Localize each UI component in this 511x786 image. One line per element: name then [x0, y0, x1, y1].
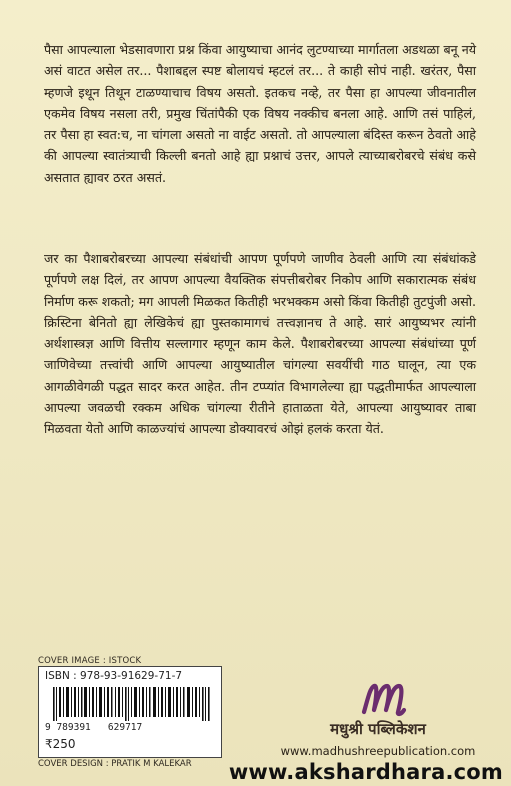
site-watermark: www.akshardhara.com — [228, 760, 503, 784]
isbn-barcode-box — [38, 666, 222, 758]
publisher-name: मधुश्री पब्लिकेशन — [330, 720, 426, 738]
publisher-logo-icon — [360, 678, 408, 718]
barcode-icon — [53, 687, 213, 721]
cover-design-credit: COVER DESIGN : PRATIK M KALEKAR — [38, 759, 192, 769]
cover-image-credit: COVER IMAGE : ISTOCK — [38, 656, 142, 666]
blurb-paragraph-2 — [44, 248, 476, 440]
blurb-text-2: जर का पैशाबरोबरच्या आपल्या संबंधांची आपण पूर्णपणे जाणीव ठेवली आणि त्या संबंधांकडे पूर्णपणे लक्ष दिलं, तर आपण आपल्या वैयक्तिक संपत्तीबरोबर निकोप आणि सकारात्मक संबंध निर्माण करू शकतो; मग आपली मिळकत कितीही भरभक्कम असो किंवा कितीही तुटपुंजी असो. क्रिस्टिना बेनितो ह्या लेखिकेचं ह्या पुस्तकामागचं तत्त्वज्ञानच ते आहे. सारं आयुष्यभर त्यांनी अर्थशास्त्रज्ञ आणि वित्तीय सल्लागार म्हणून काम केले. पैशाबरोबरच्या आपल्या संबंधांच्या पूर्ण जाणिवेच्या तत्त्वांची आणि आपल्या आयुष्यातील चांगल्या सवयींची गाठ घालून, त्या एक आगळीवेगळी पद्धत सादर करत आहेत. तीन टप्प्यांत विभागलेल्या ह्या पद्धतीमार्फत आपल्याला आपल्या जवळची रक्कम अधिक चांगल्या रीतीने हाताळता येते, आपल्या आयुष्यावर ताबा मिळवता येतो आणि काळज्यांचं आपल्या डोक्यावरचं ओझं हलकं करता येतं. — [44, 251, 476, 437]
publisher-website-link[interactable]: www.madhushreepublication.com — [280, 744, 476, 758]
blurb-text-1: पैसा आपल्याला भेडसावणारा प्रश्न किंवा आयुष्याचा आनंद लुटण्याच्या मार्गातला अडथळा बनू नये असं वाटत असेल तर... पैशाबद्दल स्पष्ट बोलायचं म्हटलं तर... ते काही सोपं नाही. खरंतर, पैसा म्हणजे इथून तिथून टाळण्याचाच विषय असतो. इतकच नव्हे, तर पैसा हा आपल्या जीवनातील एकमेव विषय नसला तरी, प्रमुख चिंतांपैकी एक विषय नक्कीच बनला आहे. आणि तसं पाहिलं, तर पैसा हा स्वत:च, ना चांगला असतो ना वाईट असतो. तो आपल्याला बंदिस्त करून ठेवतो आहे की आपल्या स्वातंत्र्याची किल्ली बनतो आहे ह्या प्रश्नाचं उत्तर, आपले त्याच्याबरोबरचे संबंध कसे असतात ह्यावर ठरत असतं. — [44, 42, 476, 185]
price-label: ₹250 — [45, 737, 76, 751]
isbn-label: ISBN : 978-93-91629-71-7 — [45, 670, 183, 682]
blurb-paragraph-1 — [44, 39, 476, 188]
barcode-number: 9 789391 629717 — [45, 722, 143, 733]
